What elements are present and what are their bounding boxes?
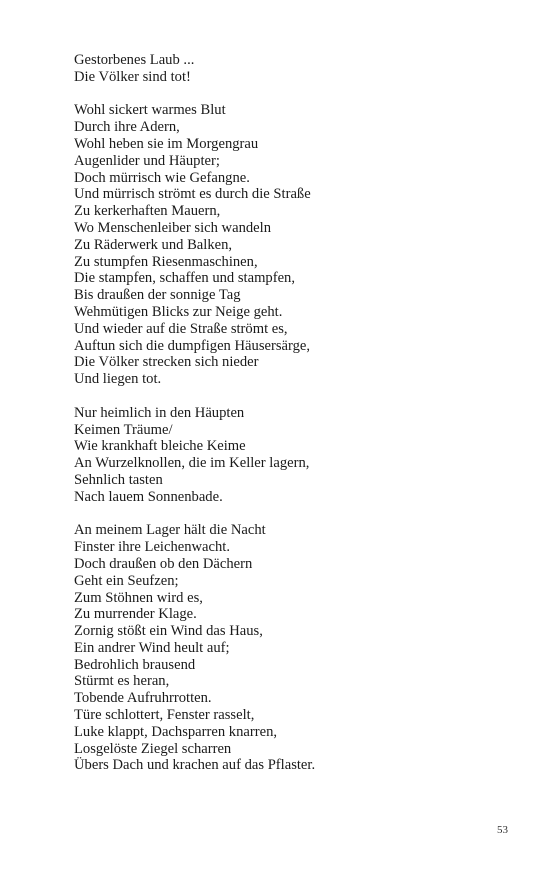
poem-line: Auftun sich die dumpfigen Häusersärge,: [74, 337, 311, 354]
poem-line: An Wurzelknollen, die im Keller lagern,: [74, 455, 310, 472]
poem-line: Finster ihre Leichenwacht.: [74, 539, 231, 556]
poem-line: Die Völker strecken sich nieder: [74, 354, 259, 371]
stanza: [74, 405, 514, 506]
stanza: [74, 52, 514, 86]
poem-line: Die stampfen, schaffen und stampfen,: [74, 270, 296, 287]
poem-line: Stürmt es heran,: [74, 673, 170, 690]
poem-line: Zornig stößt ein Wind das Haus,: [74, 623, 263, 640]
poem-line: Wo Menschenleiber sich wandeln: [74, 219, 271, 236]
poem-line: Und wieder auf die Straße strömt es,: [74, 320, 288, 337]
poem-line: An meinem Lager hält die Nacht: [74, 522, 266, 539]
poem-line: Gestorbenes Laub ...: [74, 52, 195, 68]
stanza: [74, 102, 514, 388]
poem-line: Und liegen tot.: [74, 371, 162, 388]
page-number: 53: [497, 824, 508, 836]
poem-line: Bis draußen der sonnige Tag: [74, 287, 241, 304]
poem-line: Doch mürrisch wie Gefangne.: [74, 169, 250, 186]
poem-line: Wehmütigen Blicks zur Neige geht.: [74, 303, 283, 320]
poem-line: Ein andrer Wind heult auf;: [74, 639, 230, 656]
poem-line: Durch ihre Adern,: [74, 119, 180, 136]
poem-line: Zu kerkerhaften Mauern,: [74, 203, 221, 220]
poem-line: Nach lauem Sonnenbade.: [74, 488, 223, 505]
poem-line: Bedrohlich brausend: [74, 656, 196, 673]
poem-line: Wie krankhaft bleiche Keime: [74, 438, 246, 455]
poem-line: Zu stumpfen Riesenmaschinen,: [74, 253, 258, 270]
poem-line: Keimen Träume/: [74, 421, 173, 438]
poem-line: Wohl sickert warmes Blut: [74, 102, 226, 119]
poem-text: [74, 52, 514, 791]
poem-line: Sehnlich tasten: [74, 471, 163, 488]
poem-line: Tobende Aufruhrrotten.: [74, 690, 212, 707]
poem-line: Zu Räderwerk und Balken,: [74, 236, 233, 253]
poem-line: Augenlider und Häupter;: [74, 152, 220, 169]
poem-line: Losgelöste Ziegel scharren: [74, 740, 232, 757]
poem-line: Und mürrisch strömt es durch die Straße: [74, 186, 311, 203]
poem-line: Türe schlottert, Fenster rasselt,: [74, 707, 255, 724]
poem-line: Zum Stöhnen wird es,: [74, 589, 203, 606]
poem-line: Nur heimlich in den Häupten: [74, 404, 245, 421]
stanza: [74, 522, 514, 774]
poem-line: Doch draußen ob den Dächern: [74, 555, 253, 572]
poem-line: Wohl heben sie im Morgengrau: [74, 135, 259, 152]
poem-line: Die Völker sind tot!: [74, 68, 191, 85]
poem-line: Übers Dach und krachen auf das Pflaster.: [74, 757, 316, 774]
poem-line: Geht ein Seufzen;: [74, 572, 179, 589]
poem-line: Zu murrender Klage.: [74, 606, 197, 623]
poem-line: Luke klappt, Dachsparren knarren,: [74, 723, 278, 740]
